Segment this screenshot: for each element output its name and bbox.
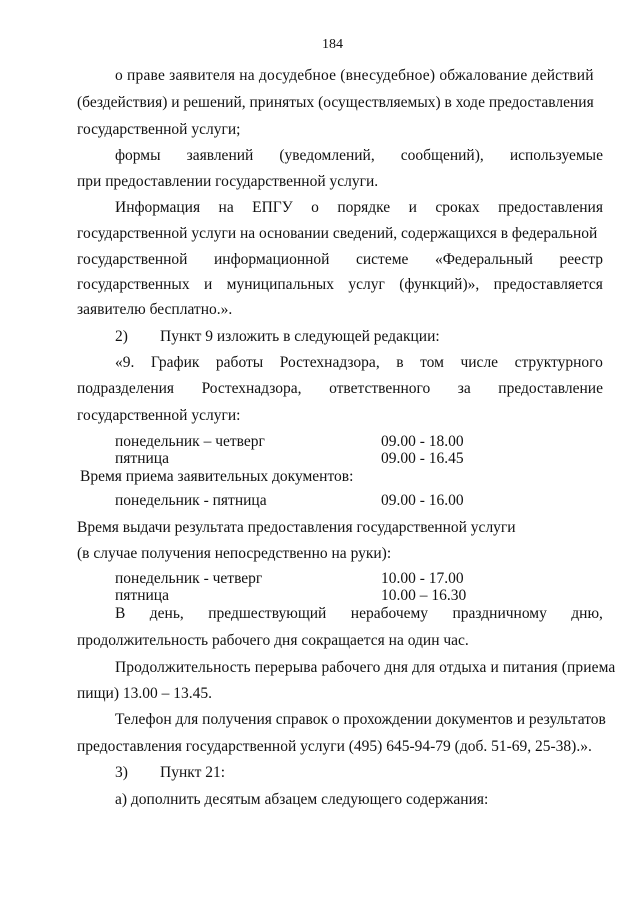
word: заявлений — [186, 147, 254, 164]
word: подразделения — [77, 380, 175, 397]
p3-line-1 — [115, 200, 603, 216]
word: работы — [215, 354, 264, 371]
word: в — [396, 354, 404, 371]
word: и — [203, 276, 213, 293]
preholiday-line-1 — [115, 606, 603, 622]
preholiday-line-2: продолжительность рабочего дня сокращается на один час. — [77, 632, 469, 649]
p9-line-3: государственной услуги: — [77, 407, 241, 424]
schedule-time: 10.00 - 17.00 — [381, 570, 464, 587]
word: (функций)», — [399, 276, 480, 293]
p3-line-4 — [77, 277, 603, 293]
word: на — [218, 199, 234, 216]
p1-line-1: о праве заявителя на досудебное (внесудебное) обжалование действий — [115, 67, 594, 84]
word: праздничному — [452, 605, 547, 622]
p2-line-2: при предоставлении государственной услуги. — [77, 173, 379, 190]
schedule-days: пятница — [115, 450, 169, 467]
word: порядке — [337, 199, 391, 216]
phone-line-1: Телефон для получения справок о прохождении документов и результатов — [115, 711, 606, 728]
p1-line-2: (бездействия) и решений, принятых (осуществляемых) в ходе предоставления — [77, 94, 594, 111]
schedule-time: 09.00 - 18.00 — [381, 433, 464, 450]
page-number: 184 — [322, 37, 343, 52]
word: и — [408, 199, 417, 216]
word: системе — [356, 251, 409, 268]
word: том — [420, 354, 444, 371]
word: Информация — [115, 199, 201, 216]
item-2-number: 2) — [115, 328, 128, 345]
word: предоставляется — [493, 276, 603, 293]
word: «Федеральный — [434, 251, 533, 268]
issue-heading-line-1: Время выдачи результата предоставления государственной услуги — [77, 519, 516, 536]
issue-heading-line-2: (в случае получения непосредственно на руки): — [77, 545, 392, 562]
schedule-days: понедельник - четверг — [115, 570, 263, 587]
word: государственных — [77, 276, 190, 293]
word: информационной — [214, 251, 330, 268]
schedule-days: понедельник - пятница — [115, 492, 267, 509]
p3-line-2: государственной услуги на основании сведений, содержащихся в федеральной — [77, 225, 598, 242]
word: числе — [460, 354, 499, 371]
word: Ростехнадзора, — [201, 380, 302, 397]
schedule-time: 09.00 - 16.45 — [381, 450, 464, 467]
word: день, — [149, 605, 184, 622]
word: предоставления — [498, 199, 603, 216]
word: муниципальных — [226, 276, 334, 293]
item-3a: а) дополнить десятым абзацем следующего содержания: — [115, 791, 489, 808]
word: реестр — [559, 251, 603, 268]
p9-line-2 — [77, 381, 603, 397]
p3-line-3 — [77, 252, 603, 268]
word: предоставление — [498, 380, 603, 397]
break-line-1: Продолжительность перерыва рабочего дня для отдыха и питания (приема — [115, 659, 616, 676]
p3-line-5: заявителю бесплатно.». — [77, 301, 233, 318]
p2-line-1 — [115, 148, 603, 164]
p9-line-1 — [115, 355, 603, 371]
word: нерабочему — [350, 605, 429, 622]
word: предшествующий — [208, 605, 327, 622]
reception-heading: Время приема заявительных документов: — [80, 468, 354, 485]
schedule-time: 09.00 - 16.00 — [381, 492, 464, 509]
word: услуг — [348, 276, 385, 293]
word: формы — [115, 147, 161, 164]
schedule-days: пятница — [115, 587, 169, 604]
item-3-text: Пункт 21: — [160, 764, 226, 781]
word: используемые — [509, 147, 603, 164]
phone-line-2: предоставления государственной услуги (495) 645-94-79 (доб. 51-69, 25-38).». — [77, 738, 592, 755]
word: В — [115, 605, 126, 622]
word: структурного — [514, 354, 603, 371]
word: за — [457, 380, 471, 397]
word: Ростехнадзора, — [279, 354, 380, 371]
word: График — [150, 354, 200, 371]
schedule-days: понедельник – четверг — [115, 433, 265, 450]
word: сроках — [435, 199, 480, 216]
break-line-2: пищи) 13.00 – 13.45. — [77, 685, 212, 702]
schedule-time: 10.00 – 16.30 — [381, 587, 467, 604]
word: государственной — [77, 251, 188, 268]
word: ЕПГУ — [252, 199, 293, 216]
p1-line-3: государственной услуги; — [77, 121, 241, 138]
word: сообщений), — [400, 147, 484, 164]
word: ответственного — [329, 380, 431, 397]
word: «9. — [115, 354, 135, 371]
word: о — [311, 199, 319, 216]
word: (уведомлений, — [279, 147, 375, 164]
item-3-number: 3) — [115, 764, 128, 781]
word: дню, — [571, 605, 603, 622]
item-2-text: Пункт 9 изложить в следующей редакции: — [160, 328, 440, 345]
